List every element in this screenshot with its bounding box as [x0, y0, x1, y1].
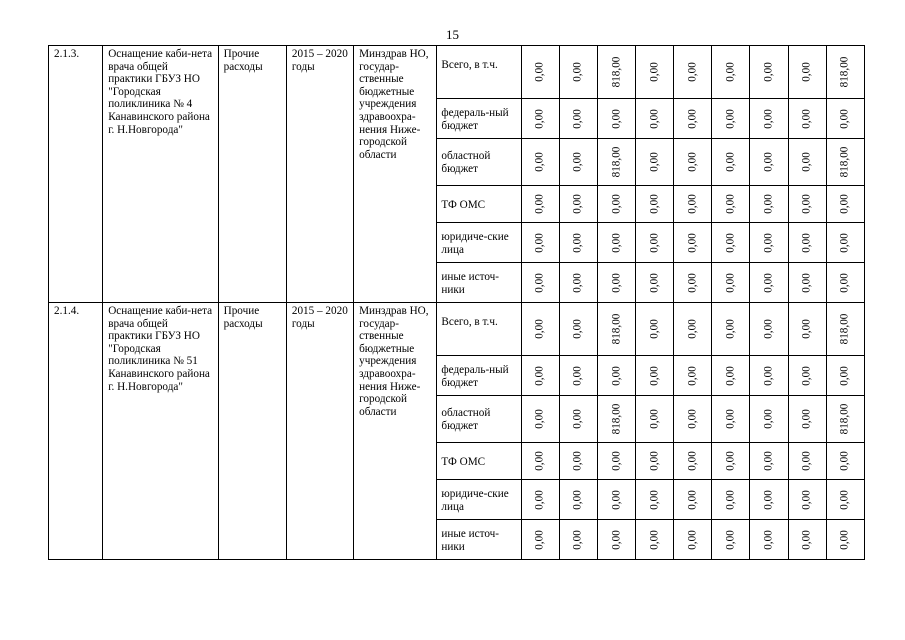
value-text: 0,00 — [800, 232, 813, 253]
value-cell — [826, 139, 864, 186]
value-text: 0,00 — [572, 108, 585, 129]
value-cell — [712, 46, 750, 99]
value-cell — [712, 480, 750, 520]
measure-name: Оснащение каби-нета врача общей практики ГБУЗ НО "Городская поликлиника № 51 Канавинского района г. Н.Новгорода" — [103, 303, 218, 560]
value-cell — [750, 139, 788, 186]
expense-type: Прочие расходы — [218, 46, 286, 303]
value-text: 0,00 — [572, 365, 585, 386]
value-text: 818,00 — [610, 313, 623, 345]
value-cell — [750, 46, 788, 99]
value-text: 0,00 — [533, 489, 546, 510]
value-cell — [674, 396, 712, 443]
value-cell — [750, 356, 788, 396]
value-cell — [597, 186, 635, 223]
value-cell — [788, 99, 826, 139]
value-text: 0,00 — [800, 409, 813, 429]
value-text: 0,00 — [686, 272, 699, 293]
value-text: 0,00 — [724, 409, 737, 429]
value-cell — [521, 99, 559, 139]
value-text: 0,00 — [762, 451, 775, 471]
value-text: 0,00 — [610, 232, 623, 253]
value-text: 0,00 — [724, 232, 737, 253]
value-cell — [826, 480, 864, 520]
value-text: 0,00 — [610, 529, 623, 550]
value-text: 0,00 — [572, 194, 585, 214]
program-table — [48, 45, 865, 560]
value-text: 0,00 — [762, 365, 775, 386]
value-text: 0,00 — [724, 529, 737, 550]
value-cell — [674, 480, 712, 520]
value-text: 0,00 — [686, 365, 699, 386]
value-text: 0,00 — [533, 529, 546, 550]
value-text: 0,00 — [610, 194, 623, 214]
value-text: 0,00 — [533, 365, 546, 386]
value-cell — [521, 263, 559, 303]
value-cell — [559, 480, 597, 520]
value-text: 818,00 — [610, 403, 623, 435]
value-cell — [559, 139, 597, 186]
value-text: 0,00 — [533, 108, 546, 129]
value-cell — [826, 303, 864, 356]
value-text: 0,00 — [572, 272, 585, 293]
value-text: 0,00 — [533, 272, 546, 293]
value-text: 0,00 — [800, 272, 813, 293]
value-cell — [750, 303, 788, 356]
funding-source: федераль-ный бюджет — [437, 356, 521, 396]
value-text: 0,00 — [686, 232, 699, 253]
value-cell — [636, 46, 674, 99]
value-cell — [674, 186, 712, 223]
value-text: 0,00 — [839, 108, 852, 129]
value-cell — [559, 263, 597, 303]
value-cell — [597, 99, 635, 139]
value-text: 0,00 — [800, 365, 813, 386]
value-cell — [674, 443, 712, 480]
value-cell — [750, 396, 788, 443]
value-text: 0,00 — [686, 529, 699, 550]
value-text: 0,00 — [686, 152, 699, 172]
value-cell — [559, 443, 597, 480]
value-cell — [597, 443, 635, 480]
funding-source: ТФ ОМС — [437, 186, 521, 223]
value-text: 0,00 — [724, 365, 737, 386]
value-text: 0,00 — [533, 451, 546, 471]
value-text: 0,00 — [762, 194, 775, 214]
value-cell — [826, 186, 864, 223]
value-text: 0,00 — [610, 451, 623, 471]
value-text: 818,00 — [839, 146, 852, 178]
value-cell — [788, 223, 826, 263]
value-cell — [788, 186, 826, 223]
row-code: 2.1.3. — [49, 46, 103, 303]
value-text: 0,00 — [686, 194, 699, 214]
value-text: 0,00 — [610, 489, 623, 510]
value-text: 0,00 — [648, 489, 661, 510]
value-text: 0,00 — [648, 409, 661, 429]
value-text: 0,00 — [572, 152, 585, 172]
value-text: 0,00 — [648, 319, 661, 339]
value-cell — [826, 263, 864, 303]
value-cell — [521, 186, 559, 223]
value-text: 0,00 — [648, 365, 661, 386]
value-text: 0,00 — [800, 194, 813, 214]
value-cell — [597, 139, 635, 186]
value-cell — [559, 46, 597, 99]
value-text: 0,00 — [800, 319, 813, 339]
value-cell — [597, 46, 635, 99]
value-cell — [788, 263, 826, 303]
value-text: 0,00 — [572, 489, 585, 510]
value-cell — [788, 303, 826, 356]
value-cell — [597, 396, 635, 443]
value-cell — [674, 46, 712, 99]
funding-source: юридиче-ские лица — [437, 223, 521, 263]
value-cell — [826, 46, 864, 99]
value-text: 0,00 — [648, 451, 661, 471]
value-text: 0,00 — [533, 409, 546, 429]
value-text: 818,00 — [839, 313, 852, 345]
value-text: 0,00 — [648, 194, 661, 214]
value-cell — [712, 223, 750, 263]
value-cell — [521, 480, 559, 520]
value-cell — [521, 46, 559, 99]
value-cell — [559, 396, 597, 443]
funding-source: Всего, в т.ч. — [437, 303, 521, 356]
value-text: 0,00 — [800, 451, 813, 471]
value-text: 0,00 — [762, 409, 775, 429]
measure-name: Оснащение каби-нета врача общей практики ГБУЗ НО "Городская поликлиника № 4 Канавинского района г. Н.Новгорода" — [103, 46, 218, 303]
value-text: 0,00 — [724, 108, 737, 129]
value-cell — [559, 223, 597, 263]
value-cell — [636, 99, 674, 139]
value-cell — [750, 186, 788, 223]
value-text: 818,00 — [839, 56, 852, 88]
value-cell — [559, 186, 597, 223]
value-cell — [674, 263, 712, 303]
value-text: 0,00 — [533, 319, 546, 339]
expense-type: Прочие расходы — [218, 303, 286, 560]
value-cell — [826, 99, 864, 139]
value-cell — [750, 443, 788, 480]
table-row — [49, 46, 865, 99]
value-cell — [521, 139, 559, 186]
value-text: 0,00 — [610, 108, 623, 129]
value-text: 0,00 — [686, 108, 699, 129]
value-text: 0,00 — [762, 152, 775, 172]
funding-source: федераль-ный бюджет — [437, 99, 521, 139]
value-text: 0,00 — [648, 529, 661, 550]
value-cell — [674, 99, 712, 139]
value-cell — [750, 99, 788, 139]
value-cell — [826, 223, 864, 263]
value-cell — [636, 396, 674, 443]
value-text: 0,00 — [839, 272, 852, 293]
value-text: 0,00 — [839, 451, 852, 471]
value-cell — [712, 443, 750, 480]
value-text: 0,00 — [686, 62, 699, 82]
funding-source: областной бюджет — [437, 396, 521, 443]
value-text: 0,00 — [610, 272, 623, 293]
value-text: 0,00 — [839, 489, 852, 510]
value-cell — [788, 396, 826, 443]
value-text: 0,00 — [724, 451, 737, 471]
value-text: 0,00 — [724, 272, 737, 293]
value-text: 0,00 — [762, 62, 775, 82]
value-cell — [788, 139, 826, 186]
value-cell — [559, 99, 597, 139]
value-cell — [559, 303, 597, 356]
value-cell — [597, 303, 635, 356]
funding-source: иные источ-ники — [437, 263, 521, 303]
value-cell — [559, 520, 597, 560]
value-cell — [788, 46, 826, 99]
value-text: 0,00 — [572, 232, 585, 253]
funding-source: ТФ ОМС — [437, 443, 521, 480]
value-text: 0,00 — [762, 272, 775, 293]
funding-source: юридиче-ские лица — [437, 480, 521, 520]
value-text: 0,00 — [839, 529, 852, 550]
value-cell — [636, 139, 674, 186]
value-text: 0,00 — [762, 529, 775, 550]
funding-source: Всего, в т.ч. — [437, 46, 521, 99]
value-cell — [521, 443, 559, 480]
value-text: 0,00 — [724, 489, 737, 510]
value-cell — [521, 356, 559, 396]
value-cell — [636, 263, 674, 303]
value-cell — [826, 520, 864, 560]
value-cell — [674, 520, 712, 560]
value-cell — [788, 443, 826, 480]
value-text: 0,00 — [800, 489, 813, 510]
value-text: 0,00 — [533, 62, 546, 82]
value-text: 0,00 — [724, 319, 737, 339]
value-text: 0,00 — [533, 194, 546, 214]
value-text: 0,00 — [800, 62, 813, 82]
value-text: 0,00 — [762, 108, 775, 129]
funding-source: областной бюджет — [437, 139, 521, 186]
value-text: 0,00 — [533, 152, 546, 172]
value-text: 0,00 — [724, 194, 737, 214]
value-text: 0,00 — [686, 319, 699, 339]
value-cell — [597, 480, 635, 520]
value-text: 0,00 — [839, 365, 852, 386]
value-text: 0,00 — [762, 319, 775, 339]
value-text: 0,00 — [724, 152, 737, 172]
funding-source: иные источ-ники — [437, 520, 521, 560]
value-text: 818,00 — [610, 56, 623, 88]
value-text: 0,00 — [648, 232, 661, 253]
value-cell — [674, 356, 712, 396]
period: 2015 – 2020 годы — [286, 303, 353, 560]
value-cell — [712, 520, 750, 560]
page-number: 15 — [446, 27, 459, 42]
table-row — [49, 303, 865, 356]
value-text: 0,00 — [762, 232, 775, 253]
value-cell — [674, 139, 712, 186]
value-text: 0,00 — [800, 529, 813, 550]
value-text: 818,00 — [610, 146, 623, 178]
value-cell — [559, 356, 597, 396]
row-code: 2.1.4. — [49, 303, 103, 560]
value-text: 0,00 — [648, 62, 661, 82]
value-cell — [636, 186, 674, 223]
value-text: 0,00 — [648, 108, 661, 129]
value-text: 0,00 — [686, 409, 699, 429]
value-cell — [674, 223, 712, 263]
value-cell — [636, 303, 674, 356]
value-cell — [597, 520, 635, 560]
value-cell — [750, 263, 788, 303]
value-cell — [636, 480, 674, 520]
value-cell — [636, 223, 674, 263]
value-cell — [597, 356, 635, 396]
value-text: 818,00 — [839, 403, 852, 435]
value-cell — [521, 396, 559, 443]
value-cell — [826, 396, 864, 443]
value-text: 0,00 — [610, 365, 623, 386]
value-cell — [521, 520, 559, 560]
value-text: 0,00 — [686, 489, 699, 510]
value-cell — [521, 303, 559, 356]
value-cell — [712, 186, 750, 223]
value-cell — [826, 356, 864, 396]
value-cell — [712, 396, 750, 443]
executor: Минздрав НО, государ-ственные бюджетные учреждения здравоохра-нения Ниже-городской области — [354, 303, 437, 560]
value-cell — [712, 263, 750, 303]
period: 2015 – 2020 годы — [286, 46, 353, 303]
value-text: 0,00 — [839, 194, 852, 214]
value-cell — [636, 443, 674, 480]
value-text: 0,00 — [800, 152, 813, 172]
value-cell — [674, 303, 712, 356]
value-text: 0,00 — [839, 232, 852, 253]
value-cell — [712, 139, 750, 186]
value-cell — [750, 480, 788, 520]
executor: Минздрав НО, государ-ственные бюджетные учреждения здравоохра-нения Ниже-городской области — [354, 46, 437, 303]
value-cell — [750, 223, 788, 263]
value-text: 0,00 — [686, 451, 699, 471]
value-text: 0,00 — [648, 152, 661, 172]
value-text: 0,00 — [800, 108, 813, 129]
value-cell — [712, 303, 750, 356]
value-cell — [788, 520, 826, 560]
value-cell — [636, 356, 674, 396]
value-text: 0,00 — [648, 272, 661, 293]
value-cell — [750, 520, 788, 560]
value-cell — [521, 223, 559, 263]
value-text: 0,00 — [762, 489, 775, 510]
value-cell — [597, 223, 635, 263]
value-text: 0,00 — [533, 232, 546, 253]
value-cell — [597, 263, 635, 303]
value-text: 0,00 — [572, 319, 585, 339]
value-text: 0,00 — [572, 529, 585, 550]
value-cell — [712, 356, 750, 396]
value-cell — [788, 480, 826, 520]
value-cell — [826, 443, 864, 480]
value-cell — [788, 356, 826, 396]
value-cell — [636, 520, 674, 560]
value-cell — [712, 99, 750, 139]
value-text: 0,00 — [724, 62, 737, 82]
value-text: 0,00 — [572, 62, 585, 82]
value-text: 0,00 — [572, 409, 585, 429]
value-text: 0,00 — [572, 451, 585, 471]
